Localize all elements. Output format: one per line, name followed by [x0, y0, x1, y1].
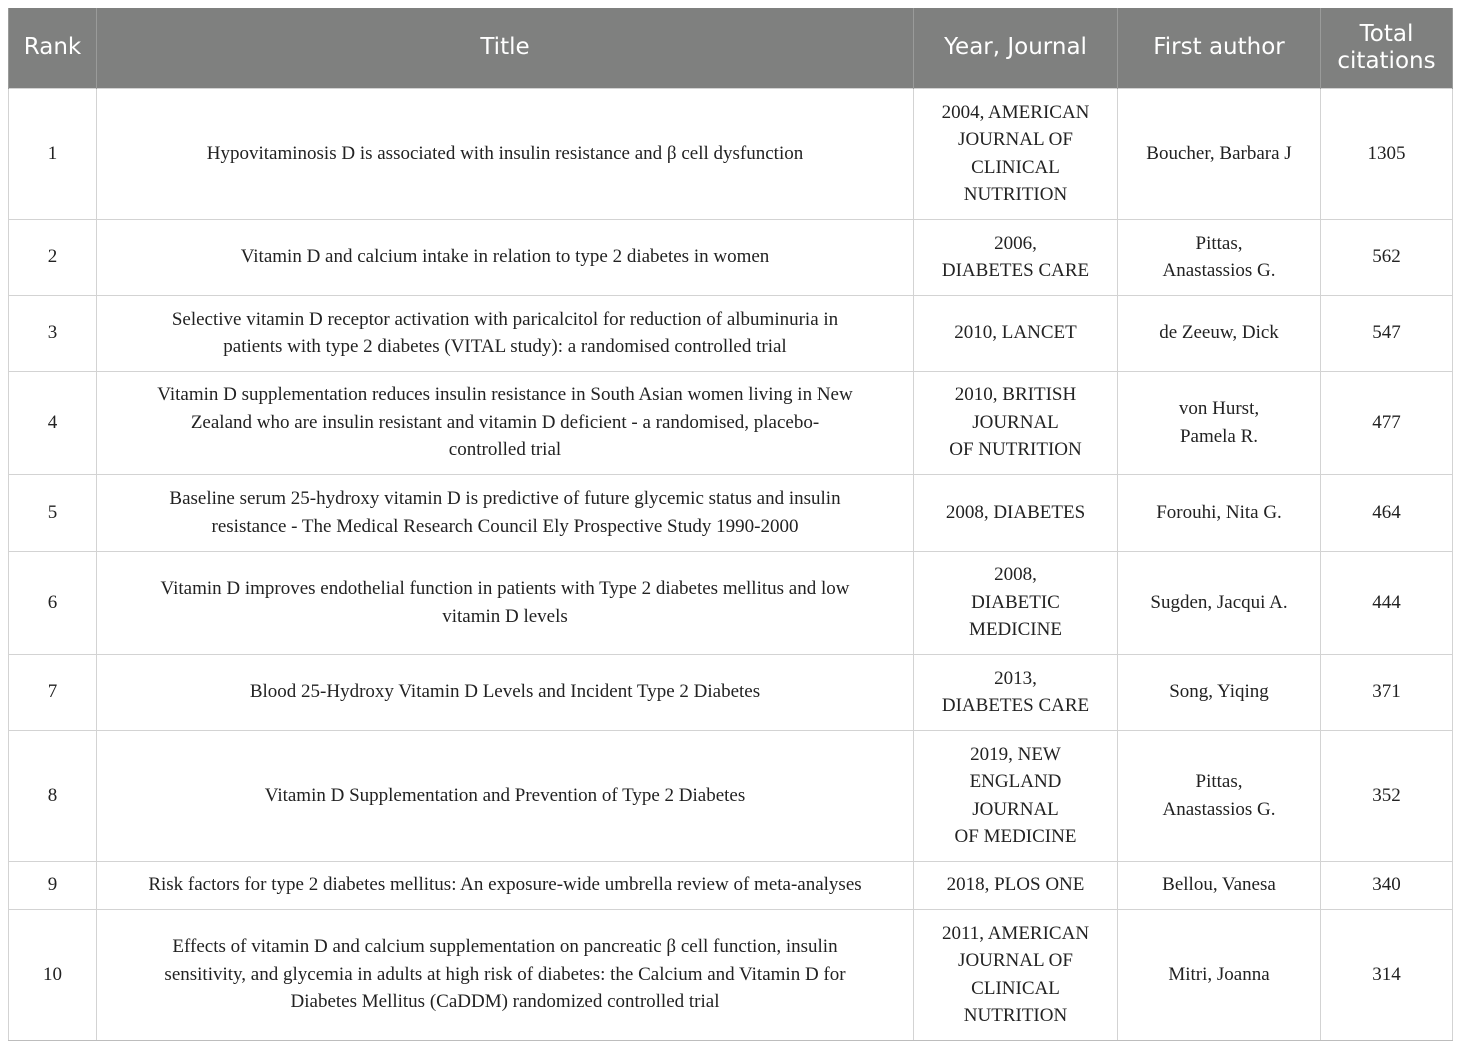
cell-title: Vitamin D supplementation reduces insulin resistance in South Asian women living in New Zealand who are insulin resistant and vitamin D deficient - a randomised, placebo- controlled trial — [97, 371, 914, 474]
cell-first-author: de Zeeuw, Dick — [1118, 295, 1321, 371]
table-row — [9, 654, 1453, 730]
cell-year-journal: 2010, BRITISH JOURNAL OF NUTRITION — [914, 371, 1118, 474]
cell-first-author: von Hurst, Pamela R. — [1118, 371, 1321, 474]
cell-title: Risk factors for type 2 diabetes mellitus: An exposure-wide umbrella review of meta-analyses — [97, 861, 914, 909]
cell-year-journal: 2019, NEW ENGLAND JOURNAL OF MEDICINE — [914, 730, 1118, 861]
cell-rank: 8 — [9, 730, 97, 861]
header-rank: Rank — [9, 8, 97, 88]
table-row — [9, 474, 1453, 551]
citations-table — [8, 8, 1453, 1041]
cell-first-author: Pittas, Anastassios G. — [1118, 219, 1321, 295]
cell-rank: 5 — [9, 474, 97, 551]
cell-first-author: Boucher, Barbara J — [1118, 88, 1321, 219]
header-row — [9, 8, 1453, 88]
cell-rank: 3 — [9, 295, 97, 371]
table-row — [9, 551, 1453, 654]
cell-year-journal: 2008, DIABETES — [914, 474, 1118, 551]
cell-total-citations: 477 — [1321, 371, 1453, 474]
cell-year-journal: 2006, DIABETES CARE — [914, 219, 1118, 295]
header-year-journal: Year, Journal — [914, 8, 1118, 88]
cell-first-author: Pittas, Anastassios G. — [1118, 730, 1321, 861]
table-row — [9, 730, 1453, 861]
table-header — [9, 8, 1453, 88]
header-title: Title — [97, 8, 914, 88]
cell-title: Blood 25-Hydroxy Vitamin D Levels and Incident Type 2 Diabetes — [97, 654, 914, 730]
cell-first-author: Mitri, Joanna — [1118, 909, 1321, 1040]
cell-total-citations: 314 — [1321, 909, 1453, 1040]
cell-total-citations: 340 — [1321, 861, 1453, 909]
cell-total-citations: 444 — [1321, 551, 1453, 654]
cell-rank: 1 — [9, 88, 97, 219]
cell-rank: 10 — [9, 909, 97, 1040]
table-row — [9, 909, 1453, 1040]
cell-year-journal: 2013, DIABETES CARE — [914, 654, 1118, 730]
cell-total-citations: 464 — [1321, 474, 1453, 551]
cell-total-citations: 562 — [1321, 219, 1453, 295]
cell-rank: 4 — [9, 371, 97, 474]
cell-rank: 2 — [9, 219, 97, 295]
table-row — [9, 861, 1453, 909]
cell-year-journal: 2018, PLOS ONE — [914, 861, 1118, 909]
cell-rank: 6 — [9, 551, 97, 654]
cell-first-author: Song, Yiqing — [1118, 654, 1321, 730]
cell-total-citations: 371 — [1321, 654, 1453, 730]
cell-title: Vitamin D improves endothelial function in patients with Type 2 diabetes mellitus and low vitamin D levels — [97, 551, 914, 654]
cell-title: Selective vitamin D receptor activation with paricalcitol for reduction of albuminuria in patients with type 2 diabetes (VITAL study): a randomised controlled trial — [97, 295, 914, 371]
table-row — [9, 295, 1453, 371]
table-row — [9, 88, 1453, 219]
table-row — [9, 371, 1453, 474]
cell-year-journal: 2004, AMERICAN JOURNAL OF CLINICAL NUTRITION — [914, 88, 1118, 219]
cell-rank: 7 — [9, 654, 97, 730]
cell-year-journal: 2010, LANCET — [914, 295, 1118, 371]
cell-year-journal: 2011, AMERICAN JOURNAL OF CLINICAL NUTRITION — [914, 909, 1118, 1040]
cell-first-author: Sugden, Jacqui A. — [1118, 551, 1321, 654]
header-total-citations: Total citations — [1321, 8, 1453, 88]
cell-title: Vitamin D Supplementation and Prevention of Type 2 Diabetes — [97, 730, 914, 861]
cell-first-author: Forouhi, Nita G. — [1118, 474, 1321, 551]
cell-total-citations: 1305 — [1321, 88, 1453, 219]
table-body — [9, 88, 1453, 1040]
cell-first-author: Bellou, Vanesa — [1118, 861, 1321, 909]
cell-title: Baseline serum 25-hydroxy vitamin D is predictive of future glycemic status and insulin resistance - The Medical Research Council Ely Prospective Study 1990-2000 — [97, 474, 914, 551]
cell-total-citations: 547 — [1321, 295, 1453, 371]
cell-title: Vitamin D and calcium intake in relation to type 2 diabetes in women — [97, 219, 914, 295]
cell-title: Hypovitaminosis D is associated with insulin resistance and β cell dysfunction — [97, 88, 914, 219]
header-first-author: First author — [1118, 8, 1321, 88]
cell-year-journal: 2008, DIABETIC MEDICINE — [914, 551, 1118, 654]
table-row — [9, 219, 1453, 295]
cell-total-citations: 352 — [1321, 730, 1453, 861]
cell-rank: 9 — [9, 861, 97, 909]
cell-title: Effects of vitamin D and calcium supplementation on pancreatic β cell function, insulin sensitivity, and glycemia in adults at high risk of diabetes: the Calcium and Vitamin D for Diabetes Mellitus (CaDDM) randomized controlled trial — [97, 909, 914, 1040]
